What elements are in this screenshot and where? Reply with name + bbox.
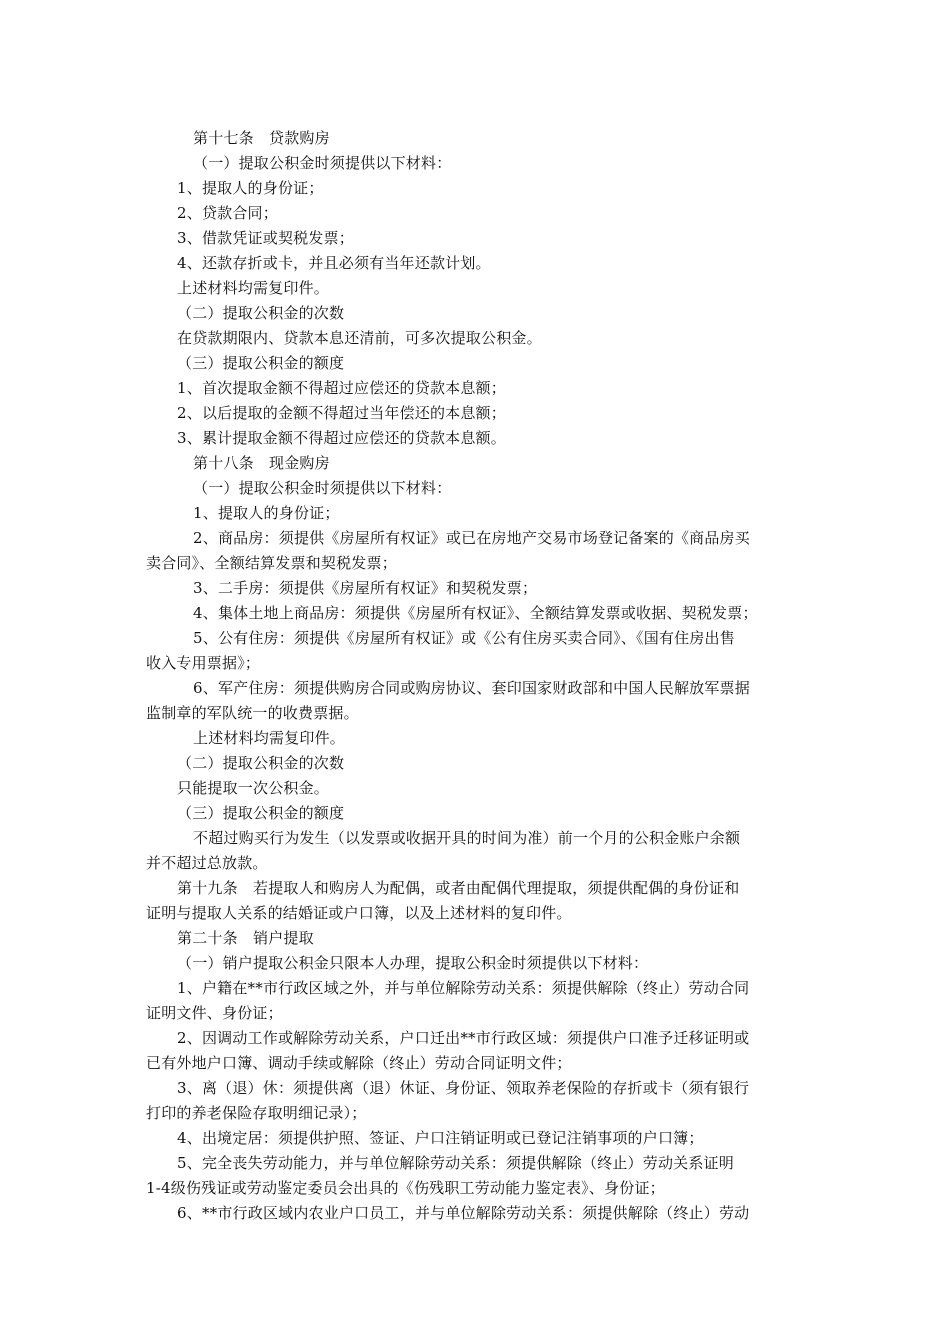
article-19-paragraph: 第十九条 若提取人和购房人为配偶，或者由配偶代理提取，须提供配偶的身份证和	[177, 879, 740, 897]
article-18-heading: 第十八条 现金购房	[193, 454, 330, 472]
list-item: 6、军产住房：须提供购房合同或购房协议、套印国家财政部和中国人民解放军票据	[193, 679, 750, 697]
list-item-continuation: 1-4级伤残证或劳动鉴定委员会出具的《伤残职工劳动能力鉴定表》、身份证；	[146, 1179, 665, 1197]
paragraph: 在贷款期限内、贷款本息还清前，可多次提取公积金。	[177, 329, 542, 347]
list-item: 2、商品房：须提供《房屋所有权证》或已在房地产交易市场登记备案的《商品房买	[193, 529, 750, 547]
list-item: 2、贷款合同；	[177, 204, 278, 222]
materials-heading: （一）提取公积金时须提供以下材料：	[193, 479, 452, 497]
list-item: 2、以后提取的金额不得超过当年偿还的本息额；	[177, 404, 506, 422]
list-item: 3、二手房：须提供《房屋所有权证》和契税发票；	[193, 579, 538, 597]
list-item-continuation: 卖合同》、全额结算发票和契税发票；	[146, 554, 397, 572]
article-17-heading: 第十七条 贷款购房	[193, 129, 330, 147]
list-item-continuation: 已有外地户口簿、调动手续或解除（终止）劳动合同证明文件；	[146, 1054, 572, 1072]
list-item: 5、完全丧失劳动能力，并与单位解除劳动关系：须提供解除（终止）劳动关系证明	[177, 1154, 734, 1172]
materials-heading: （一）提取公积金时须提供以下材料：	[193, 154, 452, 172]
list-item: 4、集体土地上商品房：须提供《房屋所有权证》、全额结算发票或收据、契税发票；	[193, 604, 758, 622]
subsection-heading: （二）提取公积金的次数	[177, 754, 345, 772]
subsection-heading: （三）提取公积金的额度	[177, 354, 345, 372]
paragraph: 上述材料均需复印件。	[193, 729, 346, 747]
list-item: 4、出境定居：须提供护照、签证、户口注销证明或已登记注销事项的户口簿；	[177, 1129, 704, 1147]
article-20-heading: 第二十条 销户提取	[177, 929, 314, 947]
paragraph: 只能提取一次公积金。	[177, 779, 330, 797]
list-item: 1、首次提取金额不得超过应偿还的贷款本息额；	[177, 379, 506, 397]
list-item: 5、公有住房：须提供《房屋所有权证》或《公有住房买卖合同》、《国有住房出售	[193, 629, 735, 647]
subsection-heading: （三）提取公积金的额度	[177, 804, 345, 822]
list-item: 3、借款凭证或契税发票；	[177, 229, 354, 247]
subsection-heading: （二）提取公积金的次数	[177, 304, 345, 322]
list-item-continuation: 监制章的军队统一的收费票据。	[146, 704, 359, 722]
list-item: 1、提取人的身份证；	[177, 179, 324, 197]
paragraph-continuation: 证明与提取人关系的结婚证或户口簿，以及上述材料的复印件。	[146, 904, 572, 922]
list-item-continuation: 证明文件、身份证；	[146, 1004, 283, 1022]
list-item: 3、累计提取金额不得超过应偿还的贷款本息额。	[177, 429, 506, 447]
materials-heading: （一）销户提取公积金只限本人办理，提取公积金时须提供以下材料：	[177, 954, 649, 972]
list-item: 1、提取人的身份证；	[193, 504, 340, 522]
list-item-continuation: 打印的养老保险存取明细记录）；	[146, 1104, 367, 1122]
list-item: 3、离（退）休：须提供离（退）休证、身份证、领取养老保险的存折或卡（须有银行	[177, 1079, 750, 1097]
list-item: 1、户籍在**市行政区域之外，并与单位解除劳动关系：须提供解除（终止）劳动合同	[177, 979, 750, 997]
paragraph: 不超过购买行为发生（以发票或收据开具的时间为准）前一个月的公积金账户余额	[193, 829, 741, 847]
list-item-continuation: 收入专用票据》；	[146, 654, 261, 672]
paragraph: 上述材料均需复印件。	[177, 279, 330, 297]
list-item: 6、**市行政区域内农业户口员工，并与单位解除劳动关系：须提供解除（终止）劳动	[177, 1204, 750, 1222]
list-item: 4、还款存折或卡，并且必须有当年还款计划。	[177, 254, 491, 272]
list-item: 2、因调动工作或解除劳动关系，户口迁出**市行政区域：须提供户口准予迁移证明或	[177, 1029, 750, 1047]
paragraph-continuation: 并不超过总放款。	[146, 854, 268, 872]
